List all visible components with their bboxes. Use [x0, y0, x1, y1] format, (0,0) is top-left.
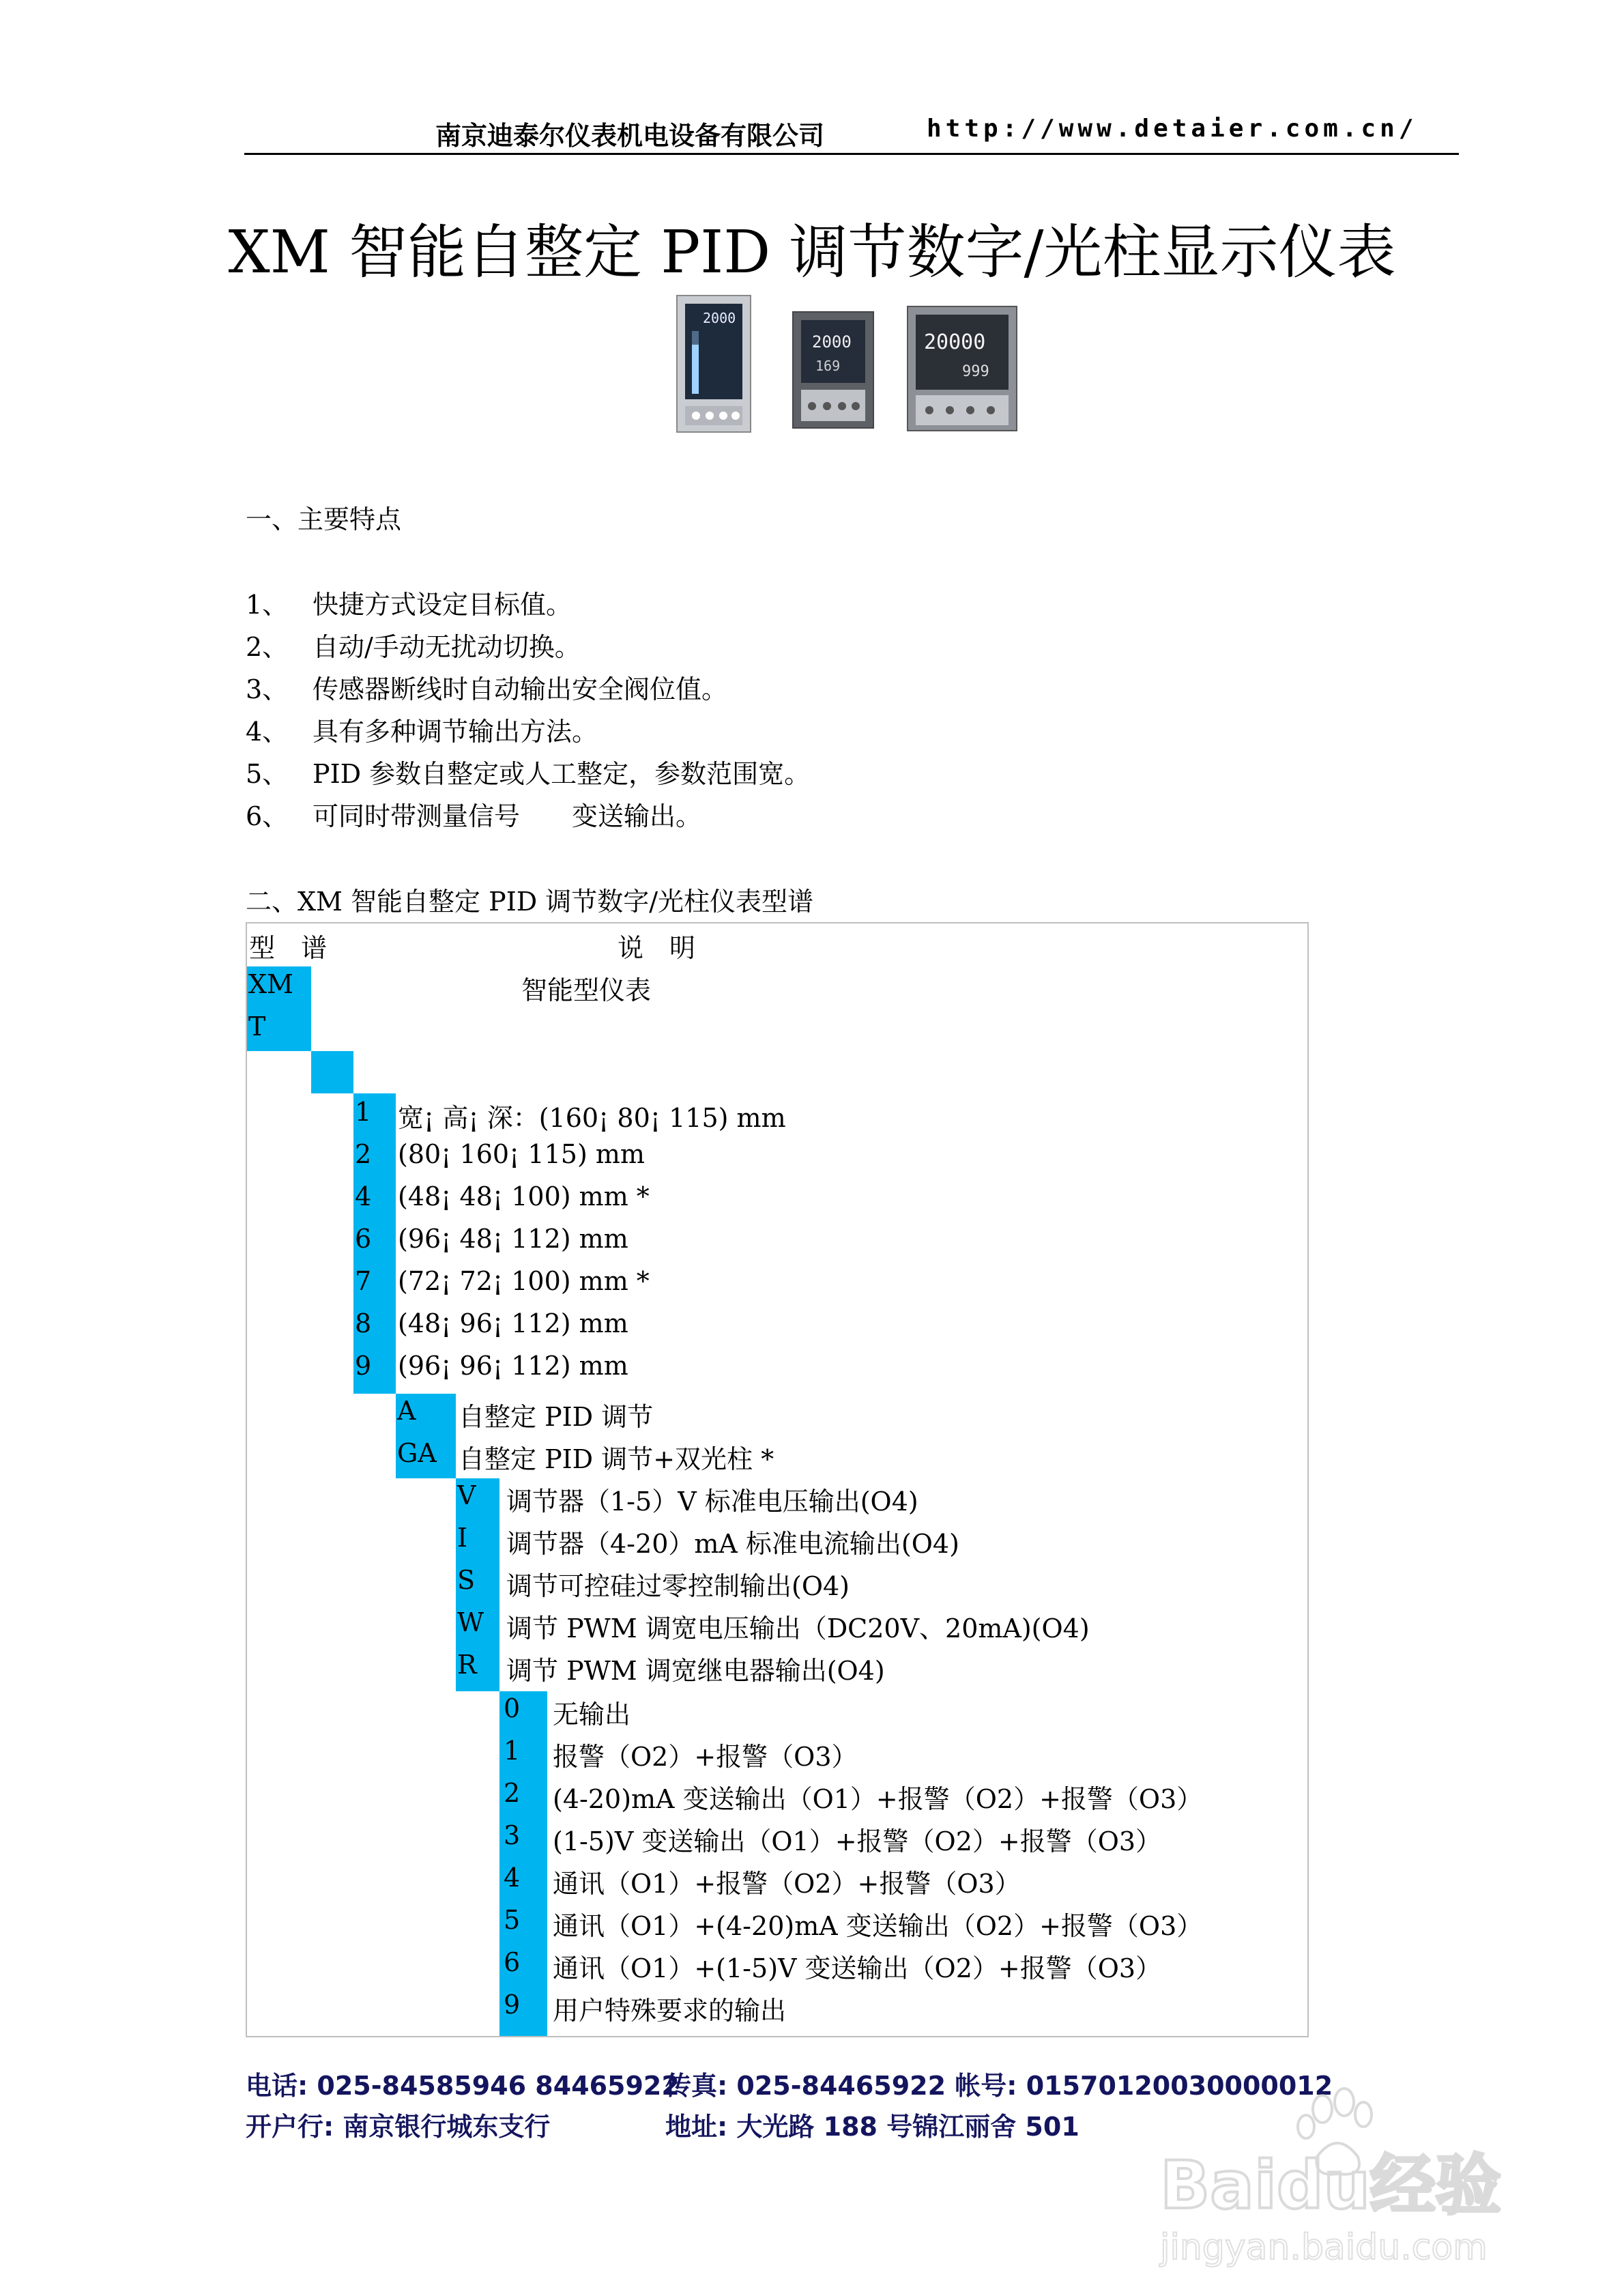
product-photos: [676, 290, 1030, 437]
aux-output-code: 5: [504, 1905, 521, 1935]
size-description: (72¡ 72¡ 100) mm *: [398, 1266, 650, 1296]
size-code: 7: [355, 1266, 372, 1296]
control-output-code: R: [457, 1650, 477, 1680]
control-output-code: V: [457, 1480, 476, 1510]
company-name: 南京迪泰尔仪表机电设备有限公司: [435, 121, 825, 151]
section2-heading: 二、XM 智能自整定 PID 调节数字/光柱仪表型谱: [246, 887, 814, 917]
control-output-code: W: [457, 1607, 484, 1637]
svg-text:169: 169: [815, 358, 841, 374]
large-meter-reading: 20000: [924, 330, 986, 354]
svg-text:999: 999: [962, 363, 989, 380]
size-description: 宽¡ 高¡ 深：(160¡ 80¡ 115) mm: [398, 1103, 786, 1133]
small-meter-reading: 2000: [812, 332, 852, 351]
aux-output-description: 通讯（O1）+报警（O2）+报警（O3）: [553, 1869, 1021, 1899]
aux-output-code: 0: [504, 1693, 521, 1723]
footer-address: 地址: 大光路 188 号锦江丽舍 501: [665, 2112, 1079, 2142]
aux-output-code: 3: [504, 1820, 521, 1850]
watermark-brand: Baidu经验: [1160, 2147, 1501, 2224]
small-meter-photo: [793, 312, 873, 428]
feature-item: 3、 传感器断线时自动输出安全阀位值。: [246, 674, 728, 704]
aux-output-description: 报警（O2）+报警（O3）: [553, 1742, 858, 1772]
control-output-description: 调节器（4-20）mA 标准电流输出(O4): [506, 1529, 959, 1559]
size-code: 9: [355, 1351, 372, 1381]
size-code: 1: [355, 1097, 372, 1127]
large-meter-photo: [908, 306, 1017, 431]
control-output-description: 调节 PWM 调宽电压输出（DC20V、20mA)(O4): [506, 1613, 1090, 1644]
table-header-model: 型 谱: [249, 933, 328, 963]
base-code-line2: T: [248, 1011, 266, 1042]
watermark-site: jingyan.baidu.com: [1160, 2227, 1488, 2268]
control-output-description: 调节 PWM 调宽继电器输出(O4): [506, 1656, 885, 1686]
baidu-watermark-logo: [1146, 2082, 1528, 2280]
aux-output-code: 9: [504, 1990, 521, 2020]
function-code: GA: [397, 1438, 437, 1468]
size-description: (96¡ 96¡ 112) mm: [398, 1351, 628, 1381]
feature-item: 2、 自动/手动无扰动切换。: [246, 632, 581, 662]
aux-output-description: (4-20)mA 变送输出（O1）+报警（O2）+报警（O3）: [553, 1784, 1203, 1814]
aux-output-description: 用户特殊要求的输出: [553, 1996, 787, 2026]
footer-phone: 电话: 025-84585946 84465922: [246, 2071, 680, 2101]
aux-output-code: 2: [504, 1778, 521, 1808]
function-code: A: [397, 1396, 416, 1426]
size-description: (80¡ 160¡ 115) mm: [398, 1139, 645, 1169]
aux-output-code: 1: [504, 1736, 521, 1766]
control-output-description: 调节器（1-5）V 标准电压输出(O4): [506, 1487, 918, 1517]
size-description: (96¡ 48¡ 112) mm: [398, 1224, 628, 1254]
table-header-description: 说 明: [618, 933, 696, 963]
control-output-description: 调节可控硅过零控制输出(O4): [506, 1571, 850, 1601]
feature-item: 5、 PID 参数自整定或人工整定，参数范围宽。: [246, 759, 811, 789]
feature-item: 4、 具有多种调节输出方法。: [246, 717, 598, 747]
size-code: 8: [355, 1308, 372, 1338]
section1-heading: 一、主要特点: [246, 504, 402, 534]
feature-item: 1、 快捷方式设定目标值。: [246, 590, 572, 620]
function-description: 自整定 PID 调节+双光柱 *: [459, 1444, 774, 1474]
aux-output-code: 6: [504, 1947, 521, 1977]
baidu-watermark: [1146, 2082, 1528, 2280]
footer-fax-account: 传真: 025-84465922 帐号: 01570120030000012: [665, 2071, 1333, 2101]
aux-output-description: 通讯（O1）+(1-5)V 变送输出（O2）+报警（O3）: [553, 1953, 1162, 1983]
control-output-code: I: [457, 1523, 468, 1553]
size-description: (48¡ 96¡ 112) mm: [398, 1308, 628, 1338]
header-rule: [244, 153, 1459, 155]
function-description: 自整定 PID 调节: [459, 1402, 654, 1432]
document-title: XM 智能自整定 PID 调节数字/光柱显示仪表: [228, 218, 1396, 287]
size-code: 2: [355, 1139, 372, 1169]
base-description: 智能型仪表: [521, 975, 652, 1005]
aux-output-code: 4: [504, 1863, 521, 1893]
base-code-line1: XM: [248, 969, 293, 999]
size-code: 4: [355, 1181, 372, 1211]
control-output-code: S: [457, 1565, 476, 1595]
size-description: (48¡ 48¡ 100) mm *: [398, 1181, 650, 1211]
aux-output-description: 通讯（O1）+(4-20)mA 变送输出（O2）+报警（O3）: [553, 1911, 1203, 1941]
product-photos-image: [676, 290, 1030, 437]
company-url[interactable]: http://www.detaier.com.cn/: [927, 115, 1418, 143]
separator-highlight: [311, 1051, 353, 1093]
bar-meter-photo: [677, 296, 751, 432]
size-code: 6: [355, 1224, 372, 1254]
feature-item: 6、 可同时带测量信号 变送输出。: [246, 801, 702, 831]
aux-output-description: 无输出: [553, 1699, 631, 1730]
bar-meter-reading: 2000: [703, 310, 736, 326]
aux-output-description: (1-5)V 变送输出（O1）+报警（O2）+报警（O3）: [553, 1826, 1162, 1856]
footer-bank: 开户行: 南京银行城东支行: [246, 2112, 551, 2142]
